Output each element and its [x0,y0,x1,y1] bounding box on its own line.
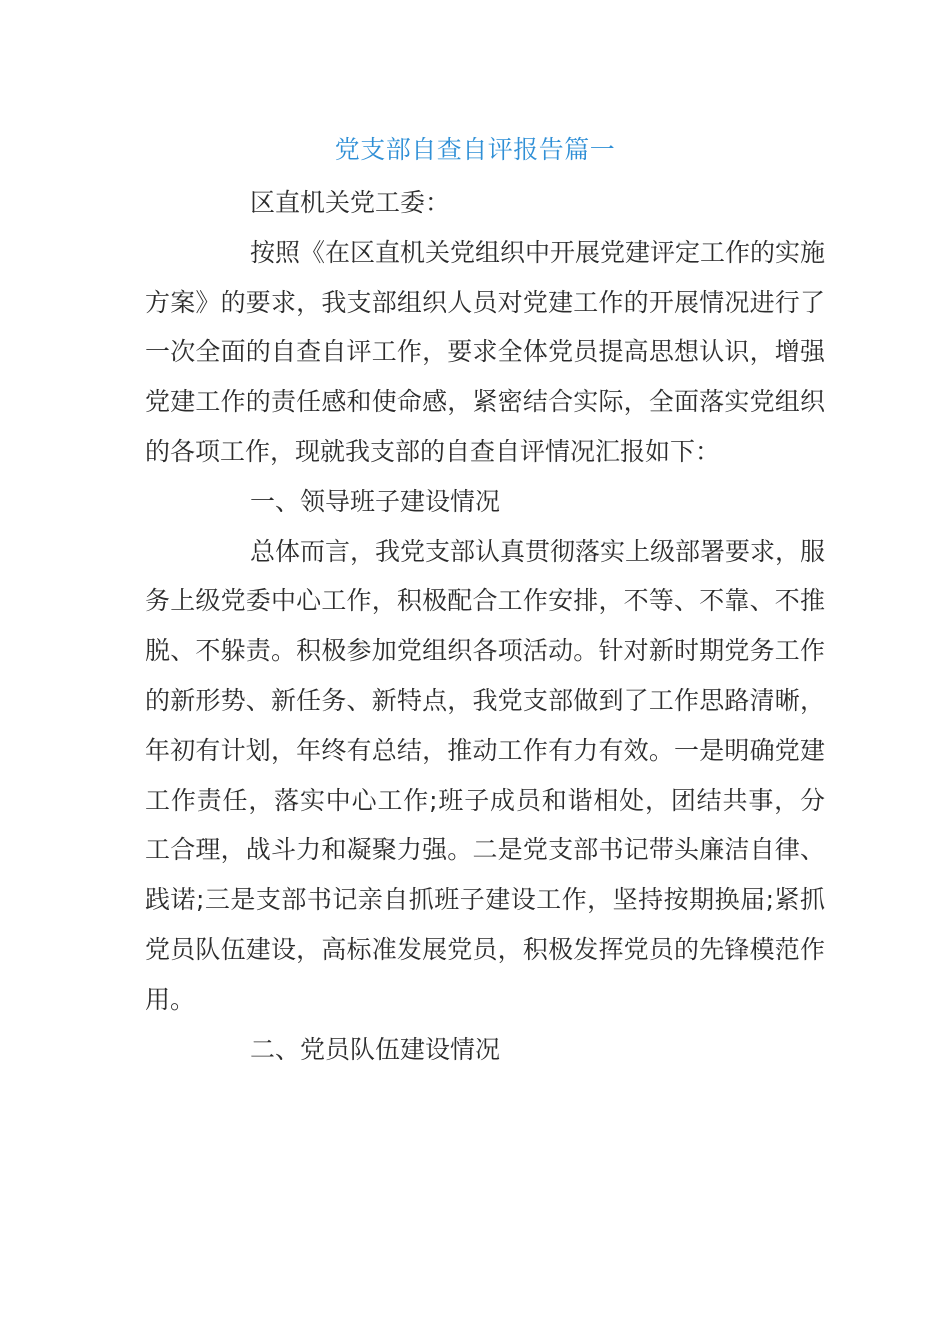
document-title: 党支部自查自评报告篇一 [334,135,616,164]
section-heading-2: 二、党员队伍建设情况 [250,1034,501,1064]
section-1-paragraph: 总体而言，我党支部认真贯彻落实上级部署要求，服务上级党委中心工作，积极配合工作安排，不等、不靠、不推脱、不躲责。积极参加党组织各项活动。针对新时期党务工作的新形势、新任务、新特点，我党支部做到了工作思路清晰，年初有计划，年终有总结，推动工作有力有效。一是明确党建工作责任，落实中心工作;班子成员和谐相处，团结共事，分工合理，战斗力和凝聚力强。二是党支部书记带头廉洁自律、践诺;三是支部书记亲自抓班子建设工作，坚持按期换届;紧抓党员队伍建设，高标准发展党员，积极发挥党员的先锋模范作用。 [145,536,826,1014]
salutation-paragraph: 区直机关党工委： [250,188,451,217]
intro-paragraph: 按照《在区直机关党组织中开展党建评定工作的实施方案》的要求，我支部组织人员对党建工作的开展情况进行了一次全面的自查自评工作，要求全体党员提高思想认识，增强党建工作的责任感和使命感，紧密结合实际，全面落实党组织的各项工作，现就我支部的自查自评情况汇报如下： [145,237,826,466]
section-heading-1: 一、领导班子建设情况 [250,486,501,516]
document-body [145,178,825,1074]
